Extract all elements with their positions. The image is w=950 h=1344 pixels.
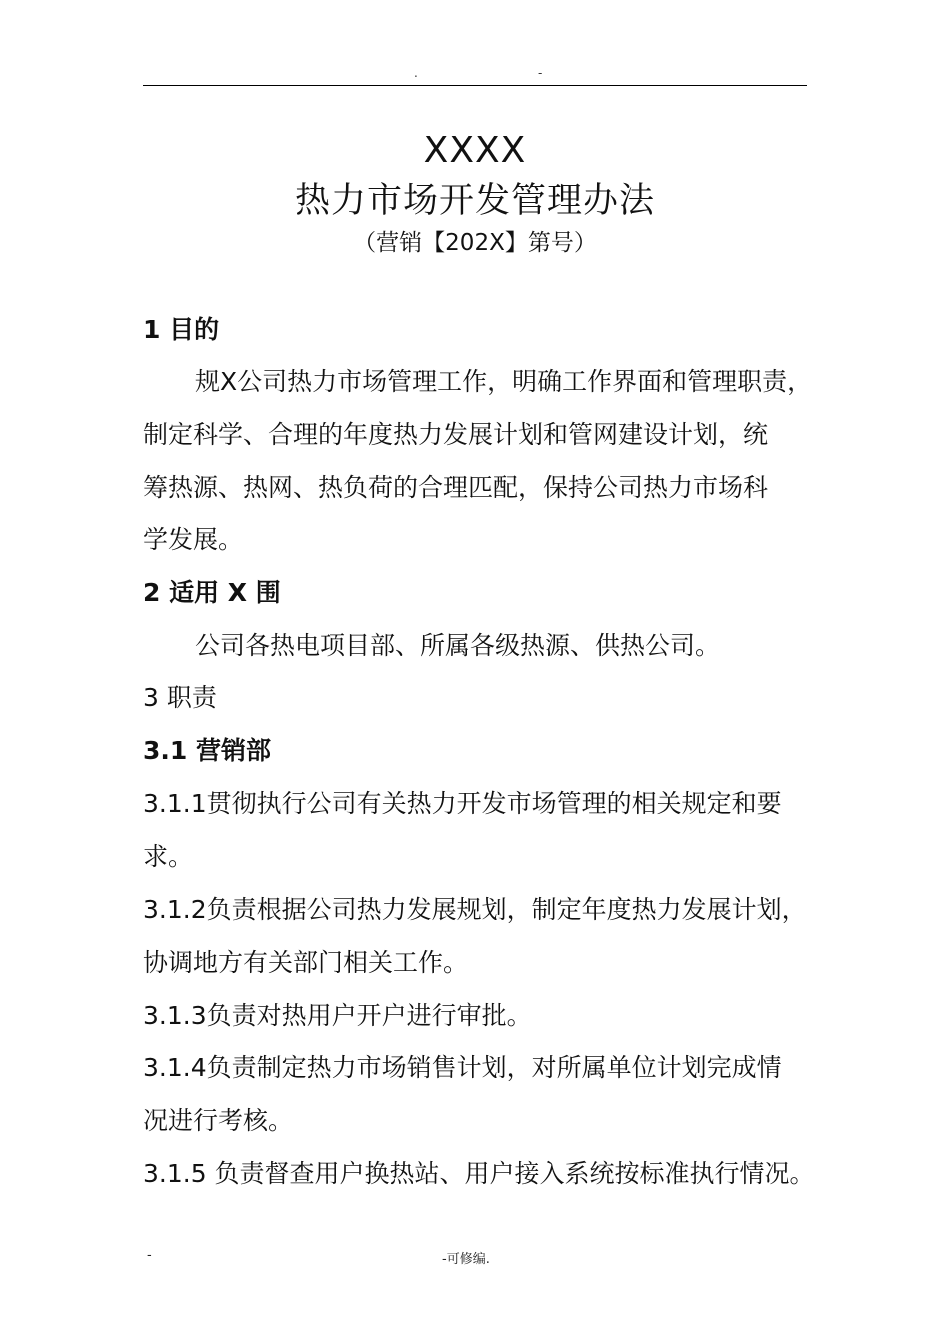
header-mark-right: - (538, 66, 543, 80)
section-2-heading: 2 适用 X 围 (143, 578, 281, 607)
clause-3-1-2-cont: 协调地方有关部门相关工作。 (143, 948, 469, 977)
paragraph-line: 规X公司热力市场管理工作，明确工作界面和管理职责， (195, 367, 813, 396)
header-rule (143, 85, 807, 86)
paragraph-line: 筹热源、热网、热负荷的合理匹配，保持公司热力市场科 (143, 473, 769, 502)
clause-3-1-5: 3.1.5 负责督查用户换热站、用户接入系统按标准执行情况。 (143, 1159, 815, 1188)
clause-3-1-4-cont: 况进行考核。 (143, 1106, 294, 1135)
footer-note: -可修编. (442, 1252, 490, 1267)
paragraph-line: 制定科学、合理的年度热力发展计划和管网建设计划，统 (143, 420, 769, 449)
paragraph-line: 学发展。 (143, 525, 244, 554)
clause-3-1-1-cont: 求。 (143, 842, 194, 871)
footer-mark-left: - (147, 1248, 152, 1263)
section-3-heading: 3 职责 (143, 683, 217, 712)
document-title: 热力市场开发管理办法 (294, 181, 655, 221)
clause-3-1-4: 3.1.4负责制定热力市场销售计划，对所属单位计划完成情 (143, 1053, 782, 1082)
section-1-heading: 1 目的 (143, 315, 220, 344)
document-number: （营销【202X】第号） (353, 230, 597, 256)
section-3-1-heading: 3.1 营销部 (143, 736, 271, 765)
document-code: XXXX (423, 130, 527, 171)
clause-3-1-1: 3.1.1贯彻执行公司有关热力开发市场管理的相关规定和要 (143, 789, 782, 818)
clause-3-1-2: 3.1.2负责根据公司热力发展规划，制定年度热力发展计划， (143, 895, 807, 924)
header-mark-left: . (414, 66, 418, 80)
paragraph-line: 公司各热电项目部、所属各级热源、供热公司。 (195, 631, 721, 660)
clause-3-1-3: 3.1.3负责对热用户开户进行审批。 (143, 1001, 532, 1030)
